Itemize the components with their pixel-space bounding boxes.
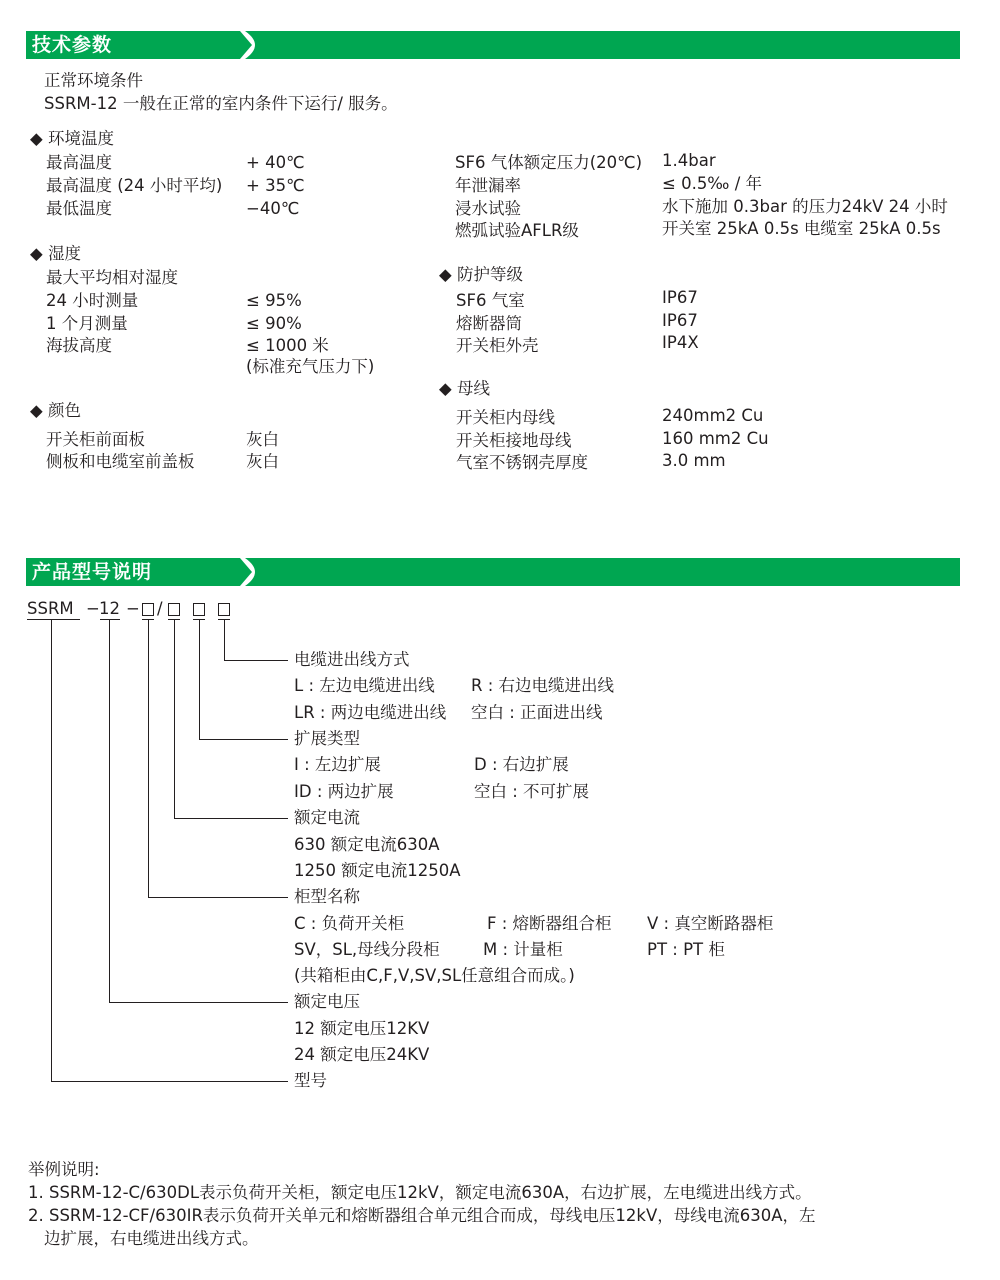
connector-line [148,897,288,898]
busbar-row-value: 3.0 mm [662,451,726,470]
model-code-ssrm: SSRM [27,599,74,618]
connector-line [109,1002,288,1003]
cabinet-item: PT : PT 柜 [647,940,725,959]
model-code-slash: / [157,599,163,618]
header-band [26,558,960,586]
busbar-row-label: 开关柜内母线 [456,408,555,427]
intro-line-1: 正常环境条件 [44,71,143,90]
protection-row-label: 开关柜外壳 [456,336,539,355]
model-code-box-extension [193,603,205,616]
sf6-row-label: SF6 气体额定压力(20℃) [455,153,643,172]
humidity-note: (标准充气压力下) [246,357,375,376]
protection-row-value: IP4X [662,333,699,352]
section-title: 技术参数 [32,34,113,56]
busbar-row-label: 气室不锈钢壳厚度 [456,453,588,472]
sf6-row-value: 水下施加 0.3bar 的压力24kV 24 小时 [662,197,948,216]
examples-title: 举例说明: [28,1160,100,1179]
voltage-item: 24 额定电压24KV [294,1045,430,1064]
cable-item: 空白 : 正面进出线 [471,703,603,722]
humidity-row-label: 1 个月测量 [46,314,128,333]
sf6-row-value: 开关室 25kA 0.5s 电缆室 25kA 0.5s [662,219,941,238]
cable-item: LR : 两边电缆进出线 [294,703,447,722]
protection-row-label: SF6 气室 [456,291,525,310]
protection-title: ◆ 防护等级 [439,265,523,284]
cabinet-item: C : 负荷开关柜 [294,914,405,933]
protection-row-value: IP67 [662,311,698,330]
connector-line [109,619,110,1002]
cabinet-item: M : 计量柜 [483,940,563,959]
connector-line [174,619,175,818]
busbar-row-value: 240mm2 Cu [662,406,764,425]
intro-line-2: SSRM-12 一般在正常的室内条件下运行/ 服务。 [44,94,398,113]
section-header-model [26,558,960,586]
busbar-row-value: 160 mm2 Cu [662,429,769,448]
color-row-value: 灰白 [246,430,279,449]
connector-line [199,739,288,740]
env-temp-title: ◆ 环境温度 [30,129,114,148]
busbar-row-label: 开关柜接地母线 [456,431,572,450]
connector-line [199,619,200,739]
connector-line [174,818,288,819]
connector-line [224,619,225,660]
example-line: 1. SSRM-12-C/630DL表示负荷开关柜，额定电压12kV，额定电流630A，右边扩展，左电缆进出线方式。 [28,1183,812,1202]
underline [100,619,120,620]
type-title: 型号 [294,1071,327,1090]
cabinet-item: V : 真空断路器柜 [647,914,774,933]
sf6-row-label: 年泄漏率 [455,176,521,195]
env-temp-row-label: 最高温度 (24 小时平均) [46,176,223,195]
cabinet-note: (共箱柜由C,F,V,SV,SL任意组合而成。) [294,966,575,985]
model-code-box-current [168,603,180,616]
env-temp-row-label: 最低温度 [46,199,112,218]
sf6-row-value: ≤ 0.5‰ / 年 [662,174,762,193]
env-temp-row-value: + 40℃ [246,153,305,172]
humidity-row-label: 海拔高度 [46,336,112,355]
protection-row-value: IP67 [662,288,698,307]
connector-line [148,619,149,897]
example-line: 2. SSRM-12-CF/630IR表示负荷开关单元和熔断器组合单元组合而成，母线电压12kV，母线电流630A，左 [28,1206,816,1225]
cable-item: L : 左边电缆进出线 [294,676,435,695]
voltage-title: 额定电压 [294,992,360,1011]
model-code-dash: − [126,599,140,618]
humidity-row-value: ≤ 90% [246,314,302,333]
humidity-title: ◆ 湿度 [30,244,81,263]
model-code-voltage: 12 [99,599,120,618]
extension-item: ID : 两边扩展 [294,782,394,801]
cable-item: R : 右边电缆进出线 [471,676,615,695]
extension-item: I : 左边扩展 [294,755,381,774]
cabinet-item: SV，SL,母线分段柜 [294,940,440,959]
connector-line [224,660,288,661]
current-item: 630 额定电流630A [294,835,440,854]
sf6-row-label: 燃弧试验AFLR级 [455,221,579,240]
underline [27,619,80,620]
color-row-label: 侧板和电缆室前盖板 [46,452,195,471]
cabinet-title: 柜型名称 [294,887,360,906]
model-code-dash: − [86,599,100,618]
busbar-title: ◆ 母线 [439,379,490,398]
section-title: 产品型号说明 [32,561,153,583]
sf6-row-label: 浸水试验 [455,199,521,218]
current-item: 1250 额定电流1250A [294,861,461,880]
extension-title: 扩展类型 [294,729,360,748]
env-temp-row-value: + 35℃ [246,176,305,195]
protection-row-label: 熔断器筒 [456,314,522,333]
connector-line [51,1081,288,1082]
connector-line [51,619,52,1081]
model-code-box-cable [218,603,230,616]
voltage-item: 12 额定电压12KV [294,1019,430,1038]
cabinet-item: F : 熔断器组合柜 [487,914,612,933]
humidity-row-value: ≤ 1000 米 [246,336,329,355]
header-band [26,31,960,59]
color-row-value: 灰白 [246,452,279,471]
example-line: 边扩展，右电缆进出线方式。 [44,1229,259,1248]
cable-title: 电缆进出线方式 [294,650,410,669]
humidity-row-value: ≤ 95% [246,291,302,310]
env-temp-row-label: 最高温度 [46,153,112,172]
extension-item: D : 右边扩展 [474,755,569,774]
color-row-label: 开关柜前面板 [46,430,145,449]
humidity-row-label: 24 小时测量 [46,291,139,310]
current-title: 额定电流 [294,808,360,827]
env-temp-row-value: −40℃ [246,199,300,218]
model-code-box-cabinet [142,603,154,616]
humidity-sub: 最大平均相对湿度 [46,268,178,287]
color-title: ◆ 颜色 [30,401,81,420]
sf6-row-value: 1.4bar [662,151,716,170]
extension-item: 空白 : 不可扩展 [474,782,590,801]
section-header-tech [26,31,960,59]
